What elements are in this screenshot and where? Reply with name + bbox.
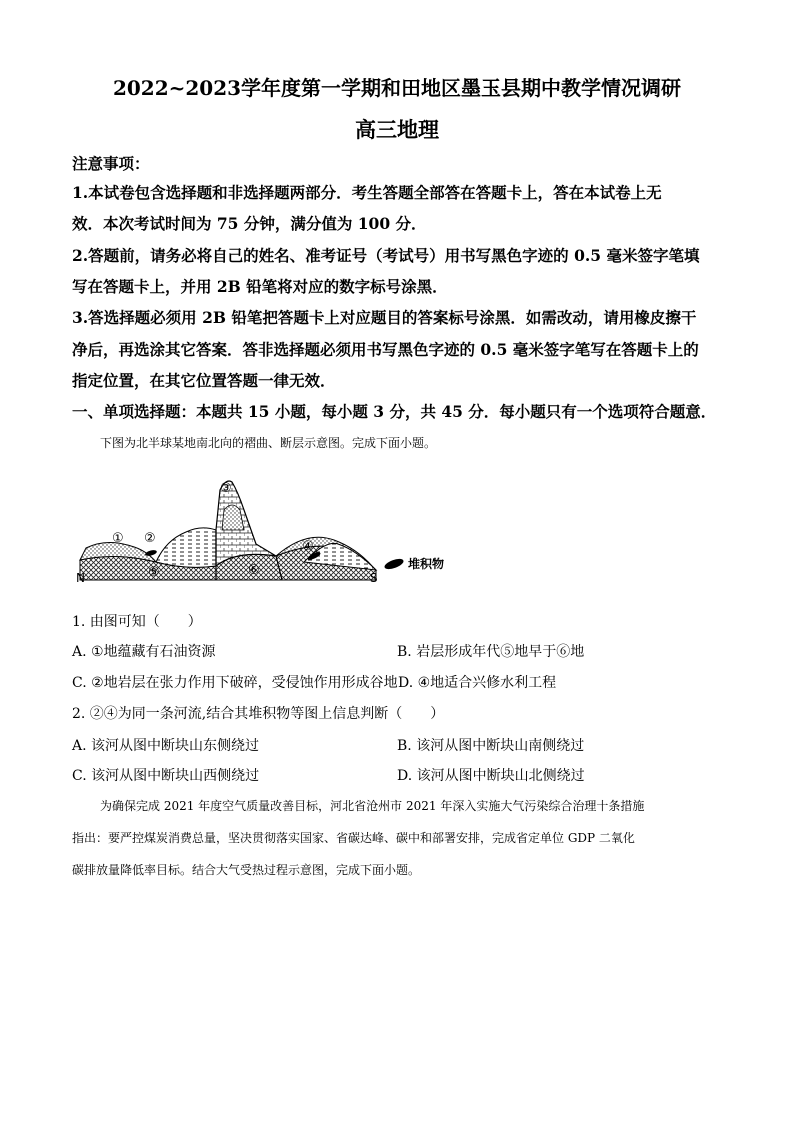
q2-option-c[interactable]: C. 该河从图中断块山西侧绕过 <box>72 768 260 784</box>
north-label: N <box>76 571 85 585</box>
exam-subject: 高三地理 <box>355 117 439 142</box>
q1-option-c[interactable]: C. ②地岩层在张力作用下破碎，受侵蚀作用形成谷地 <box>72 675 398 691</box>
notice-line: 1.本试卷包含选择题和非选择题两部分．考生答题全部答在答题卡上，答在本试卷上无 <box>72 183 662 202</box>
section2-intro-line: 碳排放量降低率目标。结合大气受热过程示意图，完成下面小题。 <box>72 863 421 877</box>
legend-deposit-icon <box>383 557 405 571</box>
notice-line: 写在答题卡上，并用 2B 铅笔将对应的数字标号涂黑． <box>72 277 448 296</box>
exam-title: 2022~2023学年度第一学期和田地区墨玉县期中教学情况调研 <box>112 76 682 100</box>
notice-line: 3.答选择题必须用 2B 铅笔把答题卡上对应题目的答案标号涂黑．如需改动，请用橡皮擦干 <box>72 308 697 327</box>
label-1: ① <box>112 531 124 546</box>
label-4: ④ <box>302 539 314 554</box>
q1-option-a[interactable]: A. ①地蕴藏有石油资源 <box>72 644 216 660</box>
notice-line: 效．本次考试时间为 75 分钟，满分值为 100 分． <box>72 214 427 233</box>
notice-heading: 注意事项： <box>72 154 150 173</box>
section2-intro-line: 指出：要严控煤炭消费总量，坚决贯彻落实国家、省碳达峰、碳中和部署安排，完成省定单位 GDP 二氧化 <box>72 831 635 845</box>
question-1-stem: 1. 由图可知（ ） <box>72 614 202 630</box>
south-label: S <box>370 571 378 585</box>
section2-intro-line: 为确保完成 2021 年度空气质量改善目标，河北省沧州市 2021 年深入实施大气污染综合治理十条措施 <box>100 799 645 813</box>
label-5: ⑤ <box>148 565 160 580</box>
q1-option-d[interactable]: D. ④地适合兴修水利工程 <box>398 675 557 691</box>
legend-label: 堆积物 <box>408 557 445 571</box>
notice-line: 指定位置，在其它位置答题一律无效． <box>72 371 336 390</box>
question-2-stem: 2. ②④为同一条河流,结合其堆积物等图上信息判断（ ） <box>72 706 445 722</box>
label-3: ③ <box>220 481 232 496</box>
q2-option-d[interactable]: D. 该河从图中断块山北侧绕过 <box>397 768 585 784</box>
label-2: ② <box>144 531 156 546</box>
q2-option-a[interactable]: A. 该河从图中断块山东侧绕过 <box>72 738 260 754</box>
diagram-intro: 下图为北半球某地南北向的褶曲、断层示意图。完成下面小题。 <box>100 436 437 450</box>
q2-option-b[interactable]: B. 该河从图中断块山南侧绕过 <box>397 738 585 754</box>
q1-option-b[interactable]: B. 岩层形成年代⑤地早于⑥地 <box>397 644 585 660</box>
notice-line: 净后，再选涂其它答案．答非选择题必须用书写黑色字迹的 0.5 毫米签字笔写在答题卡上的 <box>72 340 699 359</box>
label-6: ⑥ <box>248 563 260 578</box>
fold-fault-diagram <box>76 470 456 590</box>
notice-line: 2.答题前，请务必将自己的姓名、准考证号（考试号）用书写黑色字迹的 0.5 毫米签字笔填 <box>72 246 700 265</box>
section-heading: 一、单项选择题：本题共 15 小题，每小题 3 分，共 45 分．每小题只有一个选项符合题意． <box>72 402 717 421</box>
